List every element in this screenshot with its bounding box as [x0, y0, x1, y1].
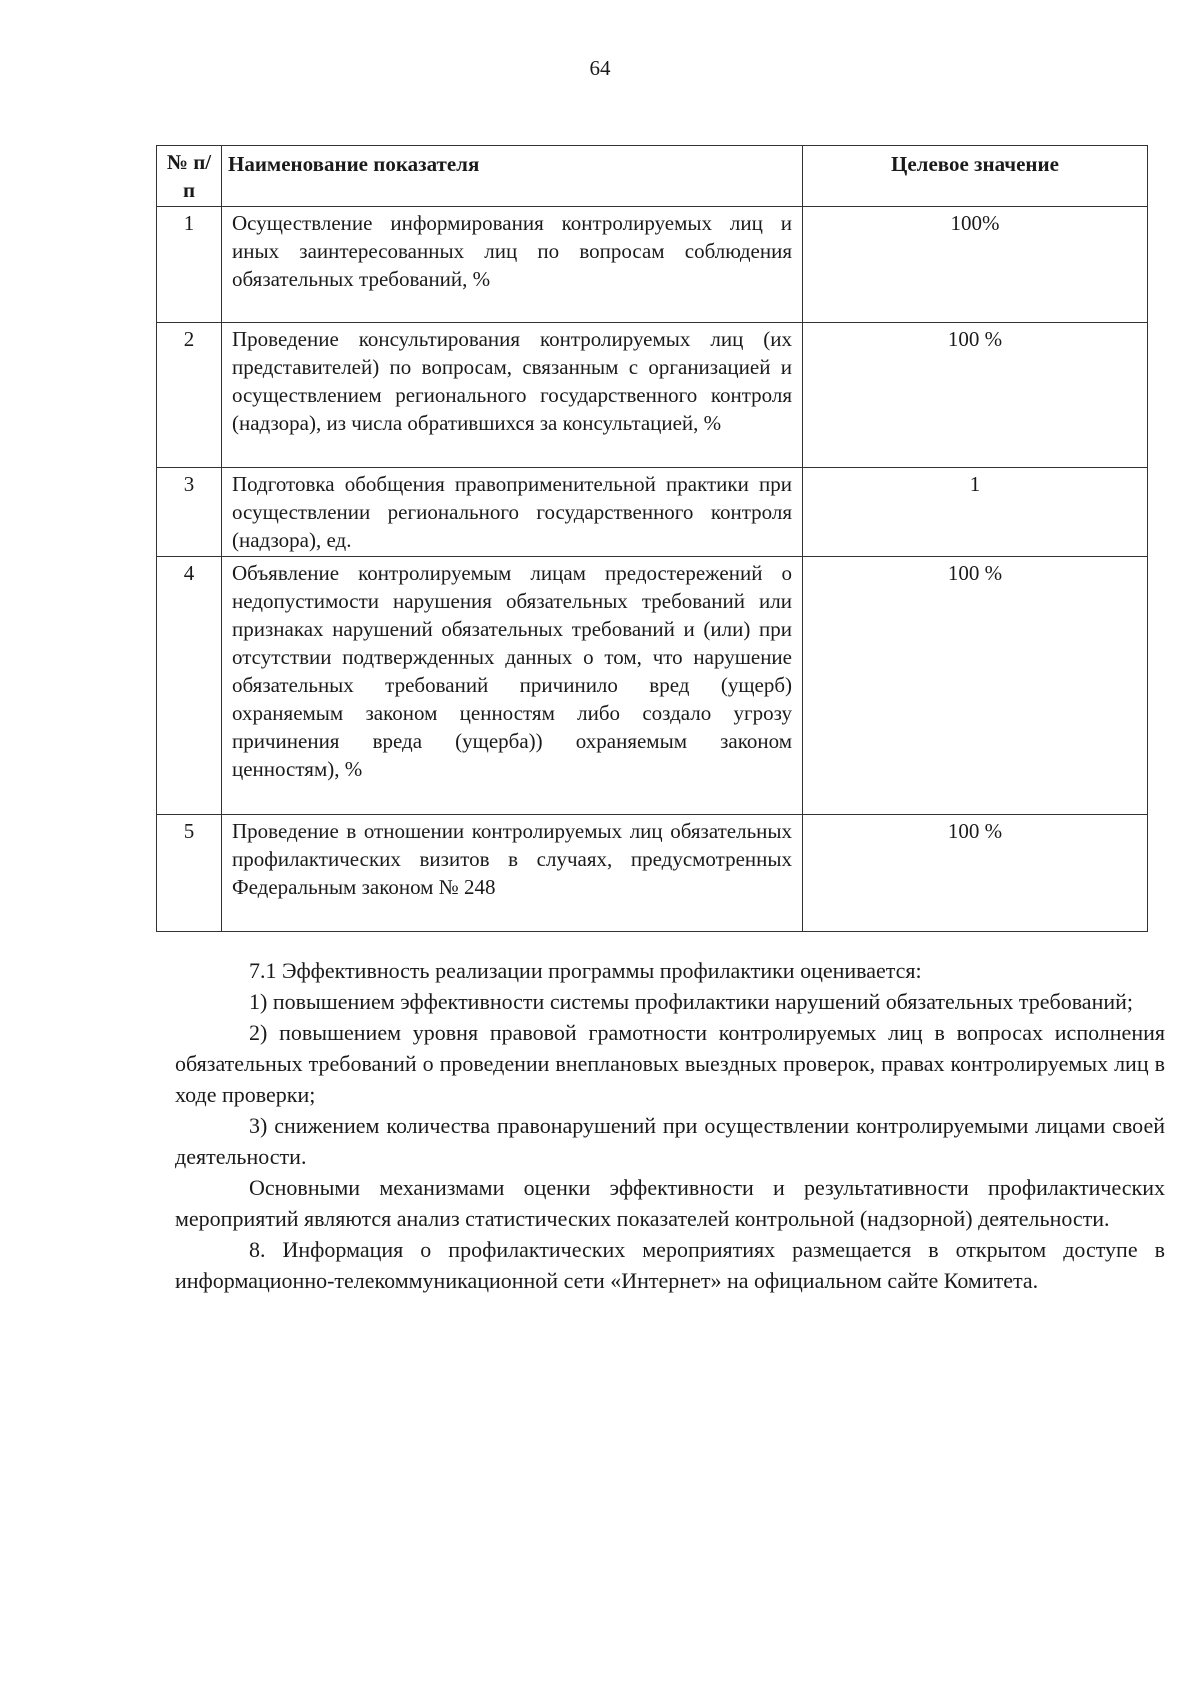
row-target-value: 100% — [803, 207, 1148, 323]
table-header-row — [157, 146, 1148, 207]
table-row — [157, 815, 1148, 932]
paragraph-7-1: 7.1 Эффективность реализации программы профилактики оценивается: — [249, 958, 922, 983]
table-row — [157, 207, 1148, 323]
header-target-value: Целевое значение — [803, 146, 1148, 207]
header-number: № п/п — [157, 146, 222, 207]
row-target-value: 1 — [803, 468, 1148, 557]
row-number: 5 — [157, 815, 222, 932]
indicators-table — [156, 145, 1148, 932]
row-indicator-name: Проведение в отношении контролируемых лиц обязательных профилактических визитов в случаях, предусмотренных Федеральным законом № 248 — [222, 815, 803, 932]
paragraph-item-2: 2) повышением уровня правовой грамотности контролируемых лиц в вопросах исполнения обязательных требований о проведении внеплановых выездных проверок, правах контролируемых лиц в ходе проверки; — [175, 1020, 1165, 1107]
row-target-value: 100 % — [803, 557, 1148, 815]
paragraph-mechanisms: Основными механизмами оценки эффективности и результативности профилактических мероприятий являются анализ статистических показателей контрольной (надзорной) деятельности. — [175, 1175, 1165, 1231]
table-row — [157, 557, 1148, 815]
paragraph-item-3: 3) снижением количества правонарушений при осуществлении контролируемыми лицами своей деятельности. — [175, 1113, 1165, 1169]
row-number: 3 — [157, 468, 222, 557]
row-number: 2 — [157, 323, 222, 468]
row-number: 4 — [157, 557, 222, 815]
header-indicator-name: Наименование показателя — [222, 146, 803, 207]
row-indicator-name: Осуществление информирования контролируемых лиц и иных заинтересованных лиц по вопросам соблюдения обязательных требований, % — [222, 207, 803, 323]
page-number: 64 — [589, 56, 611, 80]
table-row — [157, 323, 1148, 468]
row-indicator-name: Подготовка обобщения правоприменительной практики при осуществлении регионального государственного контроля (надзора), ед. — [222, 468, 803, 557]
row-indicator-name: Объявление контролируемым лицам предостережений о недопустимости нарушения обязательных требований или признаках нарушений обязательных требований и (или) при отсутствии подтвержденных данных о том, что нарушение обязательных требований причинило вред (ущерб) охраняемым законом ценностям либо создало угрозу причинения вреда (ущерба)) охраняемым законом ценностям), % — [222, 557, 803, 815]
table-row — [157, 468, 1148, 557]
body-text — [175, 955, 1165, 1296]
row-target-value: 100 % — [803, 815, 1148, 932]
paragraph-item-1: 1) повышением эффективности системы профилактики нарушений обязательных требований; — [249, 989, 1133, 1014]
row-target-value: 100 % — [803, 323, 1148, 468]
row-indicator-name: Проведение консультирования контролируемых лиц (их представителей) по вопросам, связанным с организацией и осуществлением регионального государственного контроля (надзора), из числа обратившихся за консультацией, % — [222, 323, 803, 468]
paragraph-8: 8. Информация о профилактических мероприятиях размещается в открытом доступе в информационно-телекоммуникационной сети «Интернет» на официальном сайте Комитета. — [175, 1237, 1165, 1293]
row-number: 1 — [157, 207, 222, 323]
